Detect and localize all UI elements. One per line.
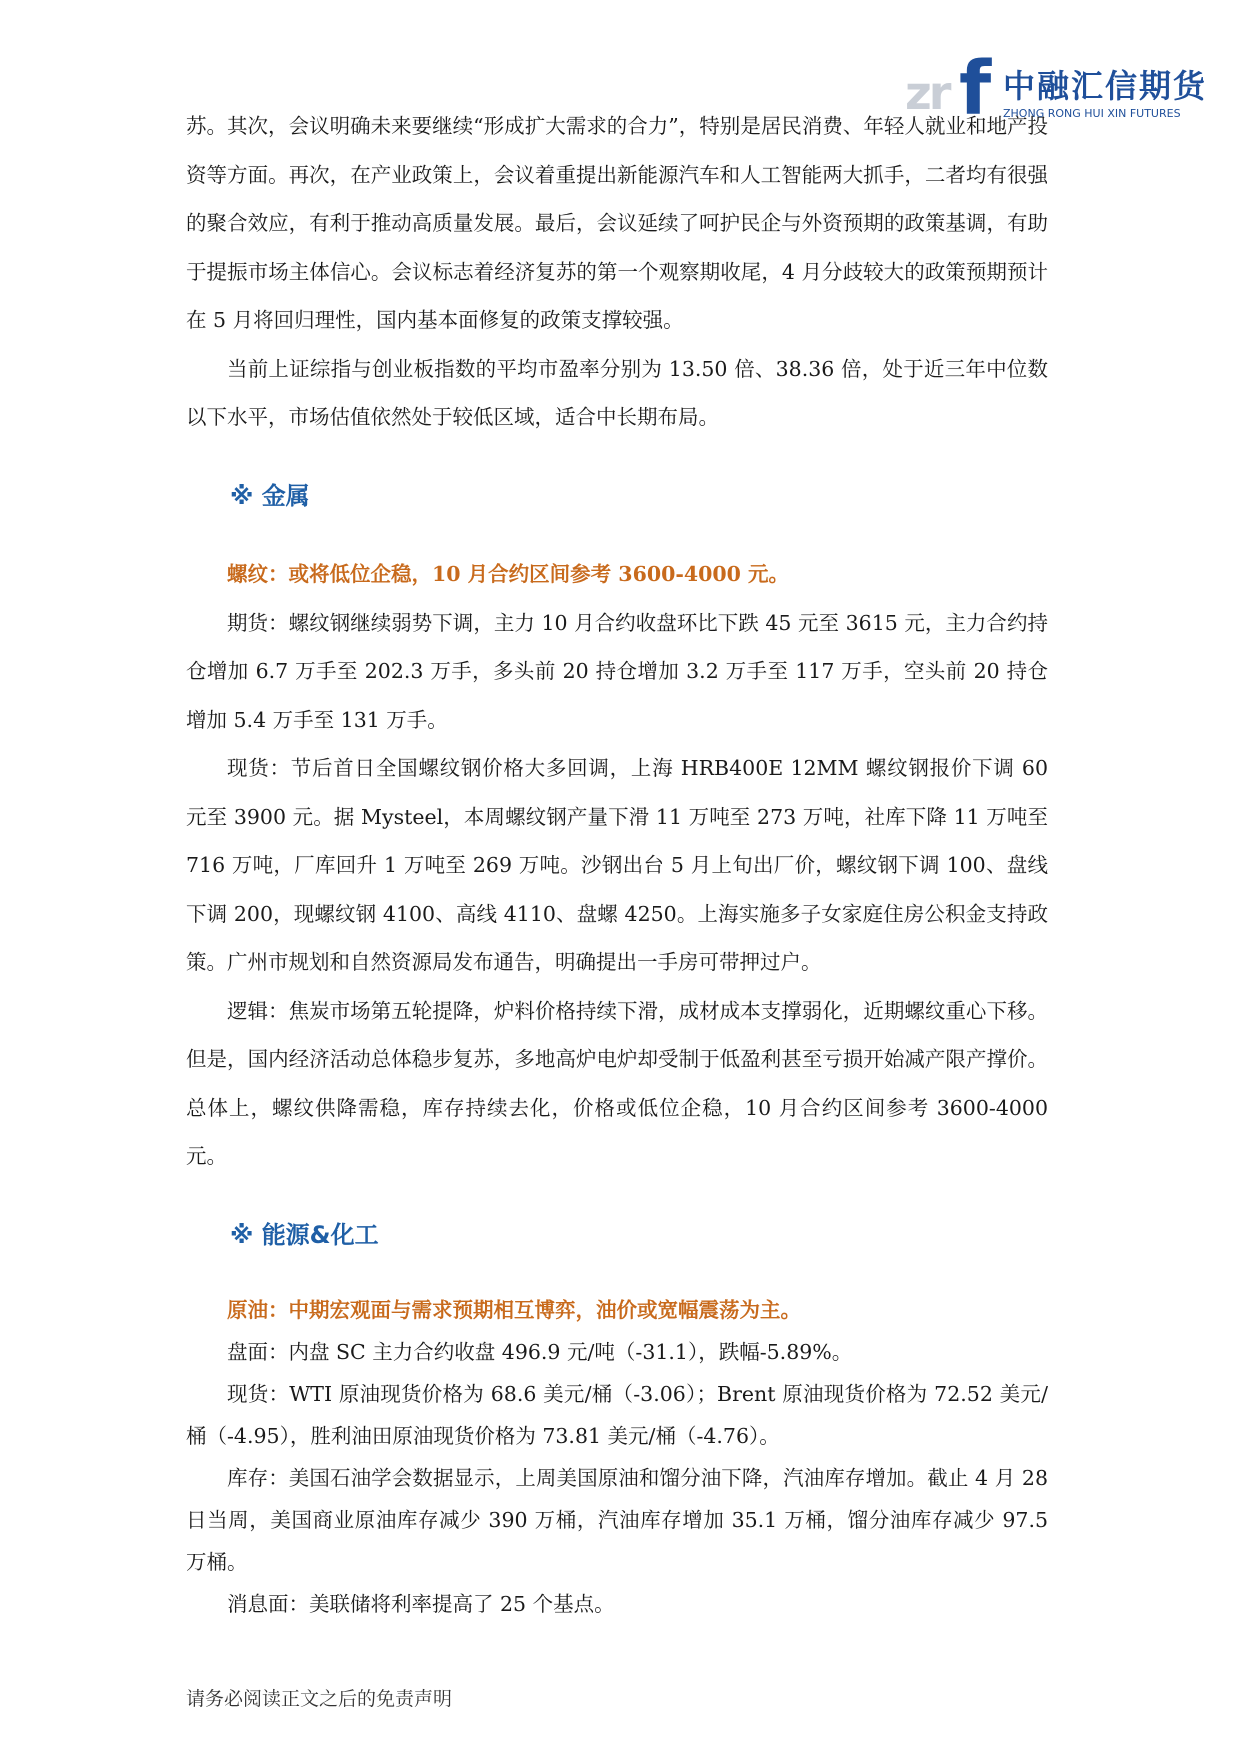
paragraph-oil-inventory: 库存：美国石油学会数据显示，上周美国原油和馏分油下降，汽油库存增加。截止 4 月 28 日当周，美国商业原油库存减少 390 万桶，汽油库存增加 35.1 万桶，馏分油库存减少 97.5 万桶。 <box>186 1466 1048 1574</box>
document-body <box>186 102 1048 1625</box>
company-name-cn: 中融汇信期货 <box>1003 67 1208 105</box>
footer-disclaimer: 请务必阅读正文之后的免责声明 <box>186 1688 453 1710</box>
paragraph-valuation: 当前上证综指与创业板指数的平均市盈率分别为 13.50 倍、38.36 倍，处于近三年中位数以下水平，市场估值依然处于较低区域，适合中长期布局。 <box>186 356 1048 429</box>
paragraph-oil-market: 盘面：内盘 SC 主力合约收盘 496.9 元/吨（-31.1），跌幅-5.89%。 <box>227 1340 853 1364</box>
company-name-en: ZHONG RONG HUI XIN FUTURES <box>1003 107 1181 120</box>
paragraph-meeting-continued: 苏。其次，会议明确未来要继续“形成扩大需求的合力”，特别是居民消费、年轻人就业和地产投资等方面。再次，在产业政策上，会议着重提出新能源汽车和人工智能两大抓手，二者均有很强的聚合效应，有利于推动高质量发展。最后，会议延续了呵护民企与外资预期的政策基调，有助于提振市场主体信心。会议标志着经济复苏的第一个观察期收尾，4 月分歧较大的政策预期预计在 5 月将回归理性，国内基本面修复的政策支撑较强。 <box>186 114 1048 332</box>
paragraph-oil-news: 消息面：美联储将利率提高了 25 个基点。 <box>227 1592 615 1616</box>
paragraph-rebar-logic: 逻辑：焦炭市场第五轮提降，炉料价格持续下滑，成材成本支撑弱化，近期螺纹重心下移。但是，国内经济活动总体稳步复苏，多地高炉电炉却受制于低盈利甚至亏损开始减产限产撑价。总体上，螺纹供降需稳，库存持续去化，价格或低位企稳，10 月合约区间参考 3600-4000 元。 <box>186 998 1048 1168</box>
paragraph-rebar-spot: 现货：节后首日全国螺纹钢价格大多回调，上海 HRB400E 12MM 螺纹钢报价下调 60 元至 3900 元。据 Mysteel，本周螺纹钢产量下滑 11 万吨至 273 万吨，社库下降 11 万吨至 716 万吨，厂库回升 1 万吨至 269 万吨。沙钢出台 5 月上旬出厂价，螺纹钢下调 100、盘线下调 200，现螺纹钢 4100、高线 4110、盘螺 4250。上海实施多子女家庭住房公积金支持政策。广州市规划和自然资源局发布通告，明确提出一手房可带押过户。 <box>186 756 1048 974</box>
subtitle-rebar: 螺纹：或将低位企稳，10 月合约区间参考 3600-4000 元。 <box>227 562 790 586</box>
paragraph-rebar-futures: 期货：螺纹钢继续弱势下调，主力 10 月合约收盘环比下跌 45 元至 3615 元，主力合约持仓增加 6.7 万手至 202.3 万手，多头前 20 持仓增加 3.2 万手至 117 万手，空头前 20 持仓增加 5.4 万手至 131 万手。 <box>186 610 1048 732</box>
subtitle-crude-oil: 原油：中期宏观面与需求预期相互博弈，油价或宽幅震荡为主。 <box>227 1298 801 1322</box>
logo-mark-f: f <box>959 46 992 132</box>
paragraph-oil-spot: 现货：WTI 原油现货价格为 68.6 美元/桶（-3.06）；Brent 原油现货价格为 72.52 美元/桶（-4.95），胜利油田原油现货价格为 73.81 美元/桶（-4.76）。 <box>186 1382 1048 1448</box>
section-title-energy: ※ 能源&化工 <box>230 1220 379 1249</box>
section-title-metal: ※ 金属 <box>230 481 310 510</box>
logo-mark-zr: zr <box>905 66 949 120</box>
